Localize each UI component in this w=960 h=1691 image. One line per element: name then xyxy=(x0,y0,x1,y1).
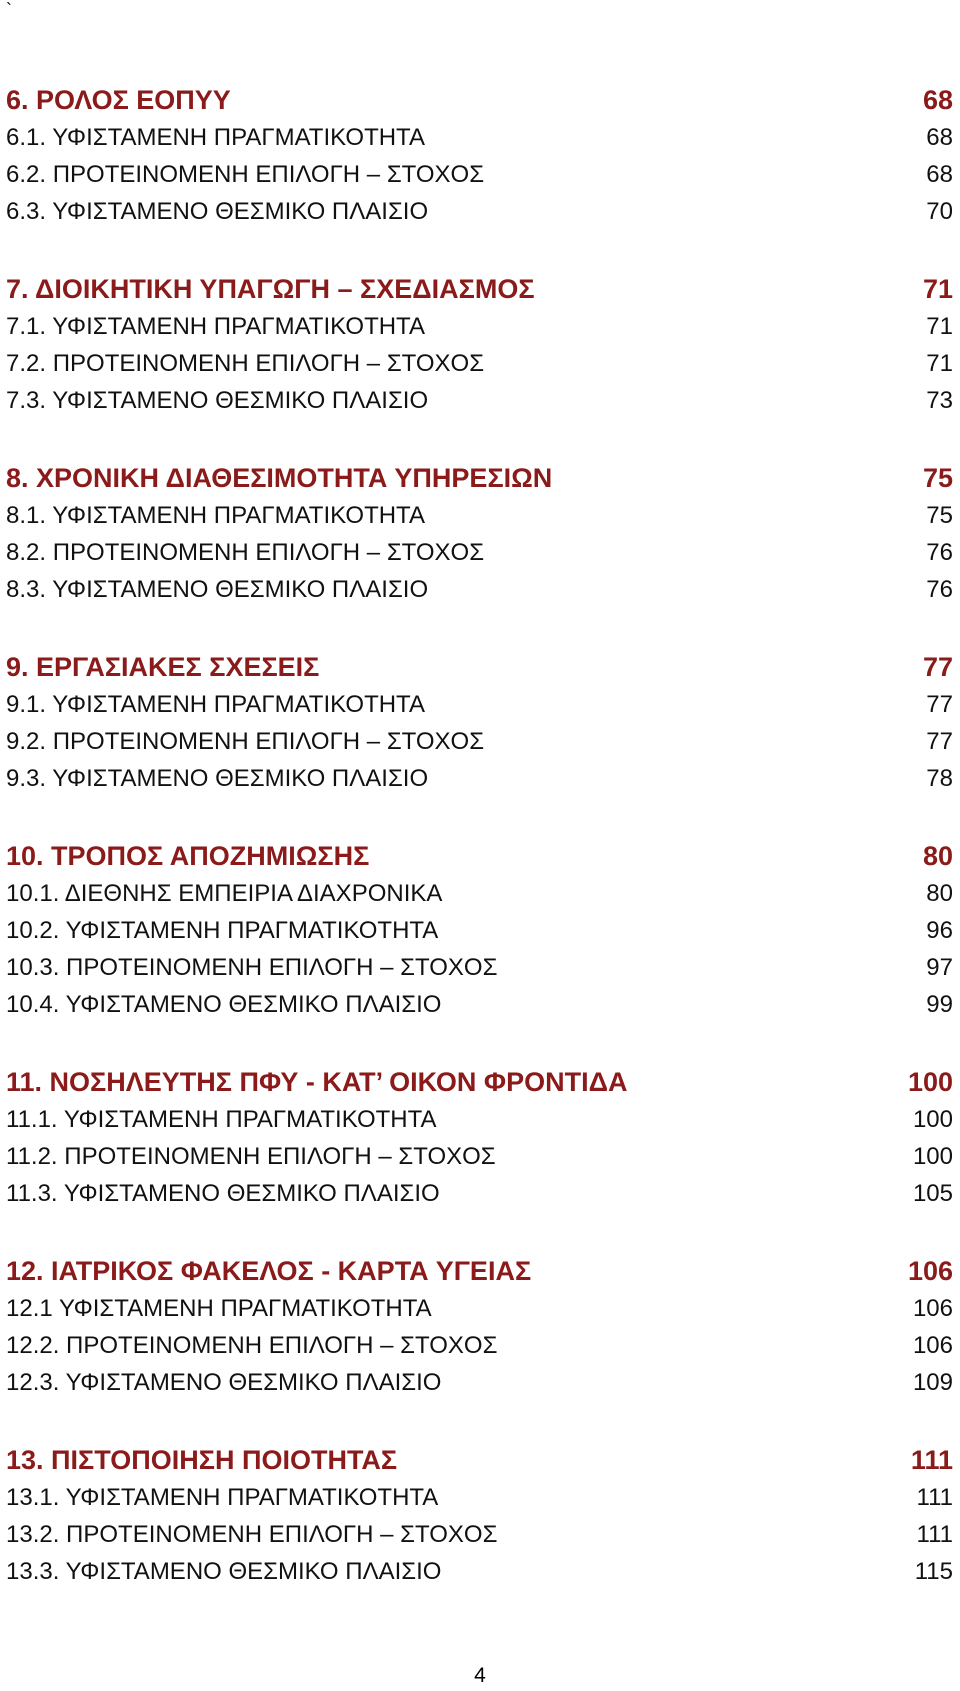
toc-entry-row[interactable] xyxy=(6,1516,953,1553)
toc-entry-page: 99 xyxy=(926,991,953,1018)
toc-entry-title: 10.1. ΔΙΕΘΝΗΣ ΕΜΠΕΙΡΙΑ ΔΙΑΧΡΟΝΙΚΑ xyxy=(6,880,443,907)
toc-heading-row[interactable] xyxy=(6,1442,953,1479)
toc-entry-row[interactable] xyxy=(6,1364,953,1401)
toc-heading-page: 100 xyxy=(907,1067,953,1097)
toc-entry-title: 13.2. ΠΡΟΤΕΙΝΟΜΕΝΗ ΕΠΙΛΟΓΗ – ΣΤΟΧΟΣ xyxy=(6,1521,498,1548)
toc-heading-title: 9. ΕΡΓΑΣΙΑΚΕΣ ΣΧΕΣΕΙΣ xyxy=(6,652,320,682)
toc-entry-row[interactable] xyxy=(6,1479,953,1516)
toc-entry-page: 115 xyxy=(914,1558,953,1585)
toc-section xyxy=(6,1253,953,1401)
page-number: 4 xyxy=(474,1664,486,1687)
toc-entry-page: 73 xyxy=(926,387,953,414)
toc-entry-row[interactable] xyxy=(6,1553,953,1590)
toc-entry-page: 96 xyxy=(926,917,953,944)
toc-entry-page: 75 xyxy=(926,502,953,529)
toc-entry-title: 13.3. ΥΦΙΣΤΑΜΕΝΟ ΘΕΣΜΙΚΟ ΠΛΑΙΣΙΟ xyxy=(6,1558,442,1585)
toc-entry-title: 11.1. ΥΦΙΣΤΑΜΕΝΗ ΠΡΑΓΜΑΤΙΚΟΤΗΤΑ xyxy=(6,1106,437,1133)
toc-entry-title: 6.3. ΥΦΙΣΤΑΜΕΝΟ ΘΕΣΜΙΚΟ ΠΛΑΙΣΙΟ xyxy=(6,198,429,225)
toc-entry-page: 77 xyxy=(926,728,953,755)
toc-heading-title: 13. ΠΙΣΤΟΠΟΙΗΣΗ ΠΟΙΟΤΗΤΑΣ xyxy=(6,1445,398,1475)
toc-heading-row[interactable] xyxy=(6,82,953,119)
toc-entry-row[interactable] xyxy=(6,308,953,345)
toc-entry-row[interactable] xyxy=(6,760,953,797)
toc-heading-row[interactable] xyxy=(6,271,953,308)
toc-entry-title: 9.3. ΥΦΙΣΤΑΜΕΝΟ ΘΕΣΜΙΚΟ ΠΛΑΙΣΙΟ xyxy=(6,765,429,792)
toc-entry-title: 11.2. ΠΡΟΤΕΙΝΟΜΕΝΗ ΕΠΙΛΟΓΗ – ΣΤΟΧΟΣ xyxy=(6,1143,496,1170)
toc-entry-page: 97 xyxy=(926,954,953,981)
toc-entry-page: 106 xyxy=(912,1295,953,1322)
toc-entry-page: 80 xyxy=(926,880,953,907)
toc-entry-row[interactable] xyxy=(6,382,953,419)
toc-entry-row[interactable] xyxy=(6,497,953,534)
toc-entry-title: 7.3. ΥΦΙΣΤΑΜΕΝΟ ΘΕΣΜΙΚΟ ΠΛΑΙΣΙΟ xyxy=(6,387,429,414)
toc-entry-row[interactable] xyxy=(6,949,953,986)
toc-section xyxy=(6,838,953,1023)
toc-heading-page: 71 xyxy=(922,274,953,304)
toc-entry-title: 12.3. ΥΦΙΣΤΑΜΕΝΟ ΘΕΣΜΙΚΟ ΠΛΑΙΣΙΟ xyxy=(6,1369,442,1396)
toc-entry-row[interactable] xyxy=(6,534,953,571)
toc-entry-row[interactable] xyxy=(6,875,953,912)
toc-entry-page: 111 xyxy=(916,1521,953,1548)
toc-entry-page: 100 xyxy=(912,1143,953,1170)
toc-entry-row[interactable] xyxy=(6,1101,953,1138)
toc-entry-row[interactable] xyxy=(6,1175,953,1212)
toc-heading-page: 80 xyxy=(922,841,953,871)
toc-entry-row[interactable] xyxy=(6,156,953,193)
toc-entry-row[interactable] xyxy=(6,686,953,723)
toc-heading-title: 6. ΡΟΛΟΣ ΕΟΠΥΥ xyxy=(6,85,231,115)
toc-entry-row[interactable] xyxy=(6,912,953,949)
toc-heading-row[interactable] xyxy=(6,1253,953,1290)
toc-entry-title: 6.1. ΥΦΙΣΤΑΜΕΝΗ ΠΡΑΓΜΑΤΙΚΟΤΗΤΑ xyxy=(6,124,425,151)
toc-heading-page: 111 xyxy=(910,1445,953,1475)
toc-entry-page: 105 xyxy=(912,1180,953,1207)
toc-entry-page: 76 xyxy=(926,539,953,566)
toc-entry-row[interactable] xyxy=(6,345,953,382)
toc-entry-page: 109 xyxy=(912,1369,953,1396)
toc-entry-title: 11.3. ΥΦΙΣΤΑΜΕΝΟ ΘΕΣΜΙΚΟ ΠΛΑΙΣΙΟ xyxy=(6,1180,440,1207)
toc-entry-row[interactable] xyxy=(6,1327,953,1364)
toc-entry-page: 71 xyxy=(926,350,953,377)
toc-entry-page: 111 xyxy=(916,1484,953,1511)
toc-entry-row[interactable] xyxy=(6,1138,953,1175)
toc-heading-page: 75 xyxy=(922,463,953,493)
toc-heading-page: 77 xyxy=(922,652,953,682)
toc-entry-title: 10.2. ΥΦΙΣΤΑΜΕΝΗ ΠΡΑΓΜΑΤΙΚΟΤΗΤΑ xyxy=(6,917,439,944)
toc-entry-title: 8.2. ΠΡΟΤΕΙΝΟΜΕΝΗ ΕΠΙΛΟΓΗ – ΣΤΟΧΟΣ xyxy=(6,539,485,566)
toc-heading-title: 10. ΤΡΟΠΟΣ ΑΠΟΖΗΜΙΩΣΗΣ xyxy=(6,841,370,871)
toc-entry-title: 7.2. ΠΡΟΤΕΙΝΟΜΕΝΗ ΕΠΙΛΟΓΗ – ΣΤΟΧΟΣ xyxy=(6,350,485,377)
toc-entry-row[interactable] xyxy=(6,571,953,608)
toc-entry-page: 106 xyxy=(912,1332,953,1359)
toc-heading-title: 11. ΝΟΣΗΛΕΥΤΗΣ ΠΦΥ - ΚΑΤ’ ΟΙΚΟΝ ΦΡΟΝΤΙΔΑ xyxy=(6,1067,628,1097)
toc-entry-title: 8.3. ΥΦΙΣΤΑΜΕΝΟ ΘΕΣΜΙΚΟ ΠΛΑΙΣΙΟ xyxy=(6,576,429,603)
toc-entry-title: 6.2. ΠΡΟΤΕΙΝΟΜΕΝΗ ΕΠΙΛΟΓΗ – ΣΤΟΧΟΣ xyxy=(6,161,485,188)
toc-entry-title: 10.3. ΠΡΟΤΕΙΝΟΜΕΝΗ ΕΠΙΛΟΓΗ – ΣΤΟΧΟΣ xyxy=(6,954,498,981)
toc-entry-title: 7.1. ΥΦΙΣΤΑΜΕΝΗ ΠΡΑΓΜΑΤΙΚΟΤΗΤΑ xyxy=(6,313,425,340)
toc-heading-row[interactable] xyxy=(6,838,953,875)
toc-entry-title: 12.2. ΠΡΟΤΕΙΝΟΜΕΝΗ ΕΠΙΛΟΓΗ – ΣΤΟΧΟΣ xyxy=(6,1332,498,1359)
toc-entry-title: 10.4. ΥΦΙΣΤΑΜΕΝΟ ΘΕΣΜΙΚΟ ΠΛΑΙΣΙΟ xyxy=(6,991,442,1018)
toc-heading-title: 12. ΙΑΤΡΙΚΟΣ ΦΑΚΕΛΟΣ - ΚΑΡΤΑ ΥΓΕΙΑΣ xyxy=(6,1256,532,1286)
toc-heading-row[interactable] xyxy=(6,1064,953,1101)
toc-entry-page: 77 xyxy=(926,691,953,718)
toc-heading-page: 106 xyxy=(907,1256,953,1286)
toc-entry-title: 9.1. ΥΦΙΣΤΑΜΕΝΗ ΠΡΑΓΜΑΤΙΚΟΤΗΤΑ xyxy=(6,691,425,718)
toc-section xyxy=(6,460,953,608)
toc-entry-page: 68 xyxy=(926,124,953,151)
toc-entry-row[interactable] xyxy=(6,193,953,230)
toc-section xyxy=(6,1064,953,1212)
toc-entry-row[interactable] xyxy=(6,1290,953,1327)
table-of-contents xyxy=(6,82,953,1631)
toc-entry-page: 100 xyxy=(912,1106,953,1133)
page-mark: ` xyxy=(6,0,12,20)
toc-entry-row[interactable] xyxy=(6,119,953,156)
toc-entry-row[interactable] xyxy=(6,723,953,760)
toc-heading-title: 8. ΧΡΟΝΙΚΗ ΔΙΑΘΕΣΙΜΟΤΗΤΑ ΥΠΗΡΕΣΙΩΝ xyxy=(6,463,553,493)
toc-entry-title: 8.1. ΥΦΙΣΤΑΜΕΝΗ ΠΡΑΓΜΑΤΙΚΟΤΗΤΑ xyxy=(6,502,425,529)
toc-entry-row[interactable] xyxy=(6,986,953,1023)
toc-entry-page: 68 xyxy=(926,161,953,188)
toc-section xyxy=(6,649,953,797)
toc-heading-row[interactable] xyxy=(6,460,953,497)
toc-entry-page: 70 xyxy=(926,198,953,225)
toc-section xyxy=(6,271,953,419)
toc-entry-page: 71 xyxy=(926,313,953,340)
toc-heading-title: 7. ΔΙΟΙΚΗΤΙΚΗ ΥΠΑΓΩΓΗ – ΣΧΕΔΙΑΣΜΟΣ xyxy=(6,274,535,304)
toc-entry-title: 13.1. ΥΦΙΣΤΑΜΕΝΗ ΠΡΑΓΜΑΤΙΚΟΤΗΤΑ xyxy=(6,1484,439,1511)
toc-entry-title: 12.1 ΥΦΙΣΤΑΜΕΝΗ ΠΡΑΓΜΑΤΙΚΟΤΗΤΑ xyxy=(6,1295,432,1322)
toc-heading-page: 68 xyxy=(922,85,953,115)
toc-section xyxy=(6,1442,953,1590)
toc-entry-title: 9.2. ΠΡΟΤΕΙΝΟΜΕΝΗ ΕΠΙΛΟΓΗ – ΣΤΟΧΟΣ xyxy=(6,728,485,755)
toc-section xyxy=(6,82,953,230)
toc-entry-page: 76 xyxy=(926,576,953,603)
toc-entry-page: 78 xyxy=(926,765,953,792)
toc-heading-row[interactable] xyxy=(6,649,953,686)
